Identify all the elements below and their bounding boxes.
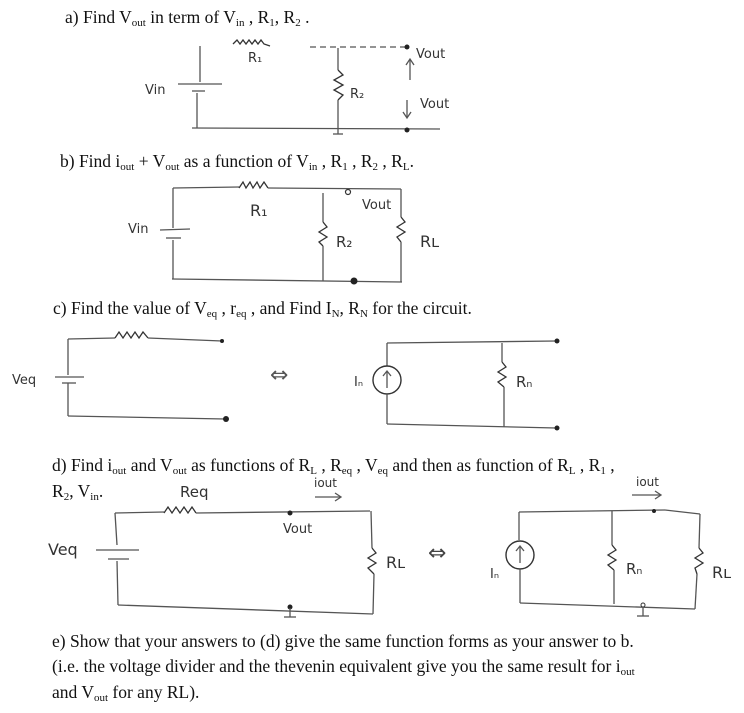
q-text: and V [126,455,173,475]
q-text: and V [52,682,94,702]
label-rl: Rʟ [712,563,732,582]
label-r2: R₂ [336,233,353,251]
circuit-c-norton [354,339,560,431]
q-text: , V [352,455,378,475]
q-sub: eq [377,465,389,477]
label-req: Req [180,483,209,501]
q-sub: N [359,308,368,320]
q-text: , V [69,481,91,501]
equivalence-arrow: ⇔ [270,363,289,388]
label-vout: Vout [283,522,313,537]
circuit-c-thevenin [12,332,229,422]
q-sub: 1 [342,161,348,173]
label-in: Iₙ [354,375,364,390]
q-sub: 2 [295,17,301,29]
label-r1: R₁ [248,51,263,66]
q-sub: 1 [269,17,275,29]
q-text: , R [244,7,270,27]
q-text: b) Find i [60,151,121,171]
q-sub: in [308,161,318,173]
label-veq: Veq [12,373,37,388]
q-sub: out [131,17,146,29]
resistor-req [164,507,196,513]
label-vout-top: Vout [416,47,446,62]
circuit-a [145,40,449,134]
q-sub: L [568,465,576,477]
q-text: , [605,455,615,475]
label-r2: R₂ [350,87,365,102]
q-text: , and Find I [246,298,332,318]
q-text: for any RL). [108,682,200,702]
label-rl: Rʟ [386,553,406,572]
label-vout-bottom: Vout [420,97,450,112]
q-sub: out [112,465,127,477]
q-text: and then as function of R [388,455,569,475]
label-rn: Rₙ [626,560,643,578]
label-veq: Veq [48,540,78,559]
q-sub: 2 [63,491,70,503]
label-vin: Vin [128,222,149,237]
q-text: . [409,151,414,171]
label-r1: R₁ [250,201,268,220]
resistor-rl [695,548,703,574]
q-sub: out [165,161,180,173]
q-sub: in [235,17,245,29]
resistor-rl [397,217,405,242]
q-text: , R [316,455,342,475]
q-sub: out [93,692,109,704]
q-text: , R [378,151,403,171]
resistor-req [115,332,148,338]
q-text: as a function of V [179,151,309,171]
label-iout: iout [314,476,337,490]
q-text: d) Find i [52,455,113,475]
q-text: c) Find the value of V [53,298,207,318]
q-sub: out [120,161,135,173]
label-rn: Rₙ [516,373,533,391]
circuit-d-norton [490,475,731,616]
label-vout: Vout [362,198,392,213]
q-sub: L [402,161,410,173]
q-sub: out [620,666,635,678]
q-text: , R [317,151,343,171]
q-text: , R [274,7,296,27]
resistor-r2 [319,222,327,246]
circuit-d-thevenin [48,476,405,617]
q-text: as functions of R [186,455,311,475]
q-text: , R [339,298,360,318]
resistor-r1 [239,182,268,188]
q-text: . [300,7,310,27]
q-sub: N [331,308,340,320]
label-iout: iout [636,475,659,489]
q-text: , R [575,455,601,475]
q-text: . [98,481,104,501]
q-sub: in [90,491,99,503]
q-sub: 2 [372,161,379,173]
q-sub: L [310,465,317,477]
q-sub: out [172,465,187,477]
resistor-rn [608,545,616,570]
circuit-b [128,182,439,285]
q-text: a) Find V [65,7,132,27]
resistor-r1 [233,40,270,46]
q-text: + V [134,151,166,171]
q-text: R [52,481,64,501]
q-text: for the circuit. [367,298,472,318]
resistor-r2 [334,70,343,100]
resistor-rn [498,362,506,387]
q-text: in term of V [145,7,236,27]
q-text: , R [347,151,373,171]
q-text: , r [217,298,237,318]
label-in: Iₙ [490,567,500,582]
equivalence-arrow: ⇔ [428,541,447,566]
q-sub: 1 [600,465,606,477]
q-text: e) Show that your answers to (d) give the same function forms as your answer to b. [52,631,634,651]
q-sub: eq [206,308,218,320]
resistor-rl [368,548,376,574]
q-sub: eq [236,308,247,320]
q-sub: eq [341,465,353,477]
label-vin: Vin [145,83,166,98]
q-text: (i.e. the voltage divider and the thevenin equivalent give you the same result for i [52,656,621,676]
label-rl: Rʟ [420,232,440,251]
